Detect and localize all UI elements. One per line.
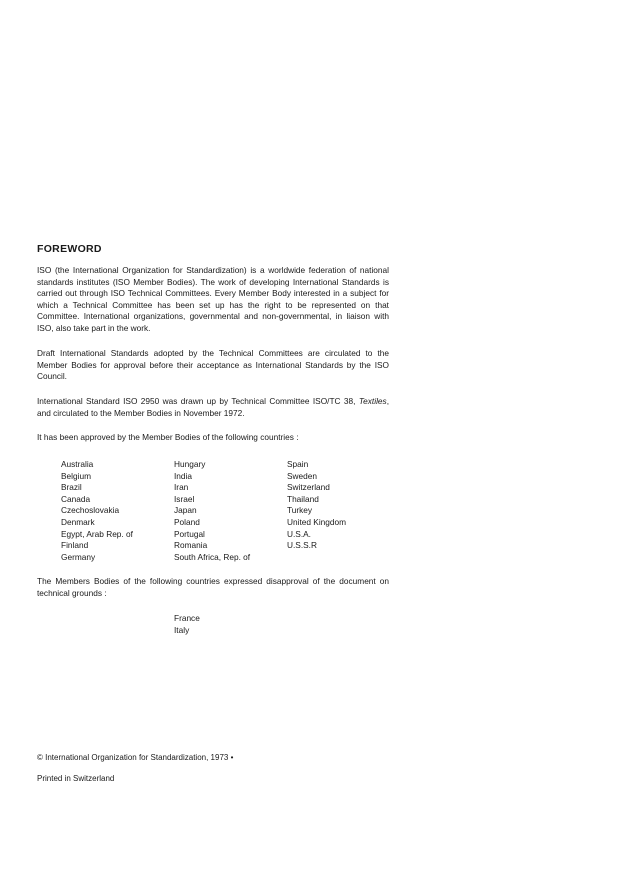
country-item: France xyxy=(174,613,200,623)
paragraph-disapproval: The Members Bodies of the following countries expressed disapproval of the document on technical grounds : xyxy=(37,576,389,598)
country-item: Germany xyxy=(61,551,96,562)
paragraph-iso-intro: ISO (the International Organization for Standardization) is a worldwide federation of national standards institutes (ISO Member Bodies). The work of developing International Standards is carried out through ISO Technical Committees. Every Member Body interested in a subject for which a Technical Committee has been set up has the right to be represented on that Committee. International organizations, governmental and non-governmental, in liaison with ISO, also take part in the work. xyxy=(37,265,389,333)
country-item: Belgium xyxy=(61,470,91,481)
country-item: Spain xyxy=(287,459,309,469)
country-item: South Africa, Rep. of xyxy=(174,551,251,562)
approving-countries-list xyxy=(61,459,391,563)
disapproving-countries-list xyxy=(174,613,200,636)
country-item: Sweden xyxy=(287,470,317,481)
country-item: U.S.A. xyxy=(287,528,311,539)
paragraph-standard-origin xyxy=(37,396,389,419)
country-item: Denmark xyxy=(61,516,95,527)
country-item: Egypt, Arab Rep. of xyxy=(61,528,133,539)
country-item: Turkey xyxy=(287,505,313,516)
paragraph-draft-standards: Draft International Standards adopted by the Technical Committees are circulated to the Member Bodies for approval before their acceptance as International Standards by the ISO Council. xyxy=(37,348,389,382)
country-item: Czechoslovakia xyxy=(61,505,120,516)
origin-text-end: , and circulated to the Member Bodies in November 1972. xyxy=(37,396,389,418)
country-item: Romania xyxy=(174,540,208,551)
countries-column-3 xyxy=(287,459,391,563)
countries-column-1 xyxy=(61,459,174,563)
countries-column-2 xyxy=(174,459,287,563)
origin-text-start: International Standard ISO 2950 was drawn up by Technical Committee ISO/TC 38, xyxy=(37,396,359,406)
country-item: Portugal xyxy=(174,528,205,539)
paragraph-approval: It has been approved by the Member Bodies of the following countries : xyxy=(37,432,299,442)
country-item: Finland xyxy=(61,540,89,551)
country-item: Israel xyxy=(174,493,195,504)
country-item: Canada xyxy=(61,493,91,504)
country-item: Australia xyxy=(61,459,94,469)
country-item: Hungary xyxy=(174,459,206,469)
printed-notice: Printed in Switzerland xyxy=(37,774,115,783)
committee-name: Textiles xyxy=(358,396,387,406)
country-item: Brazil xyxy=(61,482,82,493)
copyright-notice: © International Organization for Standardization, 1973 • xyxy=(37,753,234,762)
foreword-heading: FOREWORD xyxy=(37,243,102,255)
country-item: Thailand xyxy=(287,493,319,504)
country-item: U.S.S.R xyxy=(287,540,317,551)
country-item: Poland xyxy=(174,516,200,527)
country-item: Switzerland xyxy=(287,482,330,493)
country-item: Italy xyxy=(174,624,190,635)
country-item: Iran xyxy=(174,482,189,493)
country-item: Japan xyxy=(174,505,197,516)
country-item: India xyxy=(174,470,192,481)
country-item: United Kingdom xyxy=(287,516,347,527)
